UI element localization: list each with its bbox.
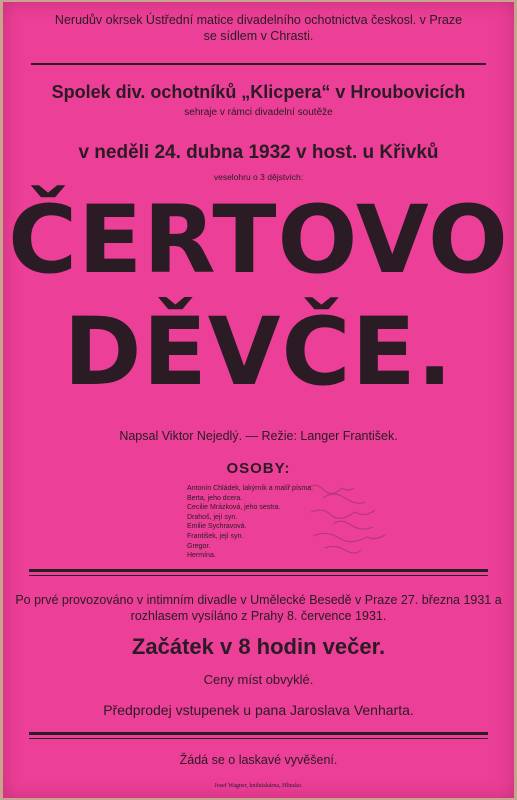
performs-text: sehraje v rámci divadelní soutěže xyxy=(184,107,333,118)
society-name: Spolek div. ochotníků „Klicpera“ v Hroubovicích xyxy=(51,82,466,102)
divider-middle-thin xyxy=(29,575,488,576)
poster-sheet xyxy=(3,2,514,798)
cast-item: Emilie Sychravová. xyxy=(187,523,247,531)
district-header: Nerudův okrsek Ústřední matice divadelního ochotnictva českosl. v Praze xyxy=(54,13,463,27)
divider-middle xyxy=(29,569,488,572)
ticket-prices: Ceny míst obvyklé. xyxy=(203,672,314,687)
presale-info: Předprodej vstupenek u pana Jaroslava Venharta. xyxy=(103,702,414,718)
genre-text: veselohru o 3 dějstvích: xyxy=(213,172,304,182)
premiere-info-line2: rozhlasem vysíláno z Prahy 8. července 1931. xyxy=(130,609,387,623)
cast-item: Cecilie Mrázková, jeho sestra. xyxy=(187,504,281,512)
cast-item: Drahoš, její syn. xyxy=(187,513,238,521)
credits-line: Napsal Viktor Nejedlý. — Režie: Langer František. xyxy=(119,429,398,443)
divider-bottom-thin xyxy=(29,738,488,739)
cast-item: Hermína. xyxy=(187,552,216,560)
cast-item: Berta, jeho dcera. xyxy=(187,494,243,502)
date-place: v neděli 24. dubna 1932 v host. u Křivků xyxy=(78,142,439,163)
start-time: Začátek v 8 hodin večer. xyxy=(131,634,386,659)
display-request: Žádá se o laskavé vyvěšení. xyxy=(179,753,338,767)
play-title-line1: ČERTOVO xyxy=(8,186,509,295)
district-seat: se sídlem v Chrasti. xyxy=(203,29,314,43)
printer-imprint: Josef Wagner, knihtiskárna, Hlinsko. xyxy=(214,783,303,789)
cast-list xyxy=(187,484,313,561)
cast-heading: OSOBY: xyxy=(226,460,291,477)
handwritten-cast-scribble xyxy=(303,476,413,558)
cast-item: Gregor. xyxy=(187,542,211,550)
divider-top xyxy=(31,63,486,65)
cast-item: František, její syn. xyxy=(187,532,244,540)
play-title-line2: DĚVČE. xyxy=(63,298,454,407)
cast-item: Antonín Chládek, lakýrník a malíř písma. xyxy=(187,485,314,492)
premiere-info-line1: Po prvé provozováno v intimním divadle v Umělecké Besedě v Praze 27. března 1931 a xyxy=(15,593,502,607)
divider-bottom xyxy=(29,732,488,735)
